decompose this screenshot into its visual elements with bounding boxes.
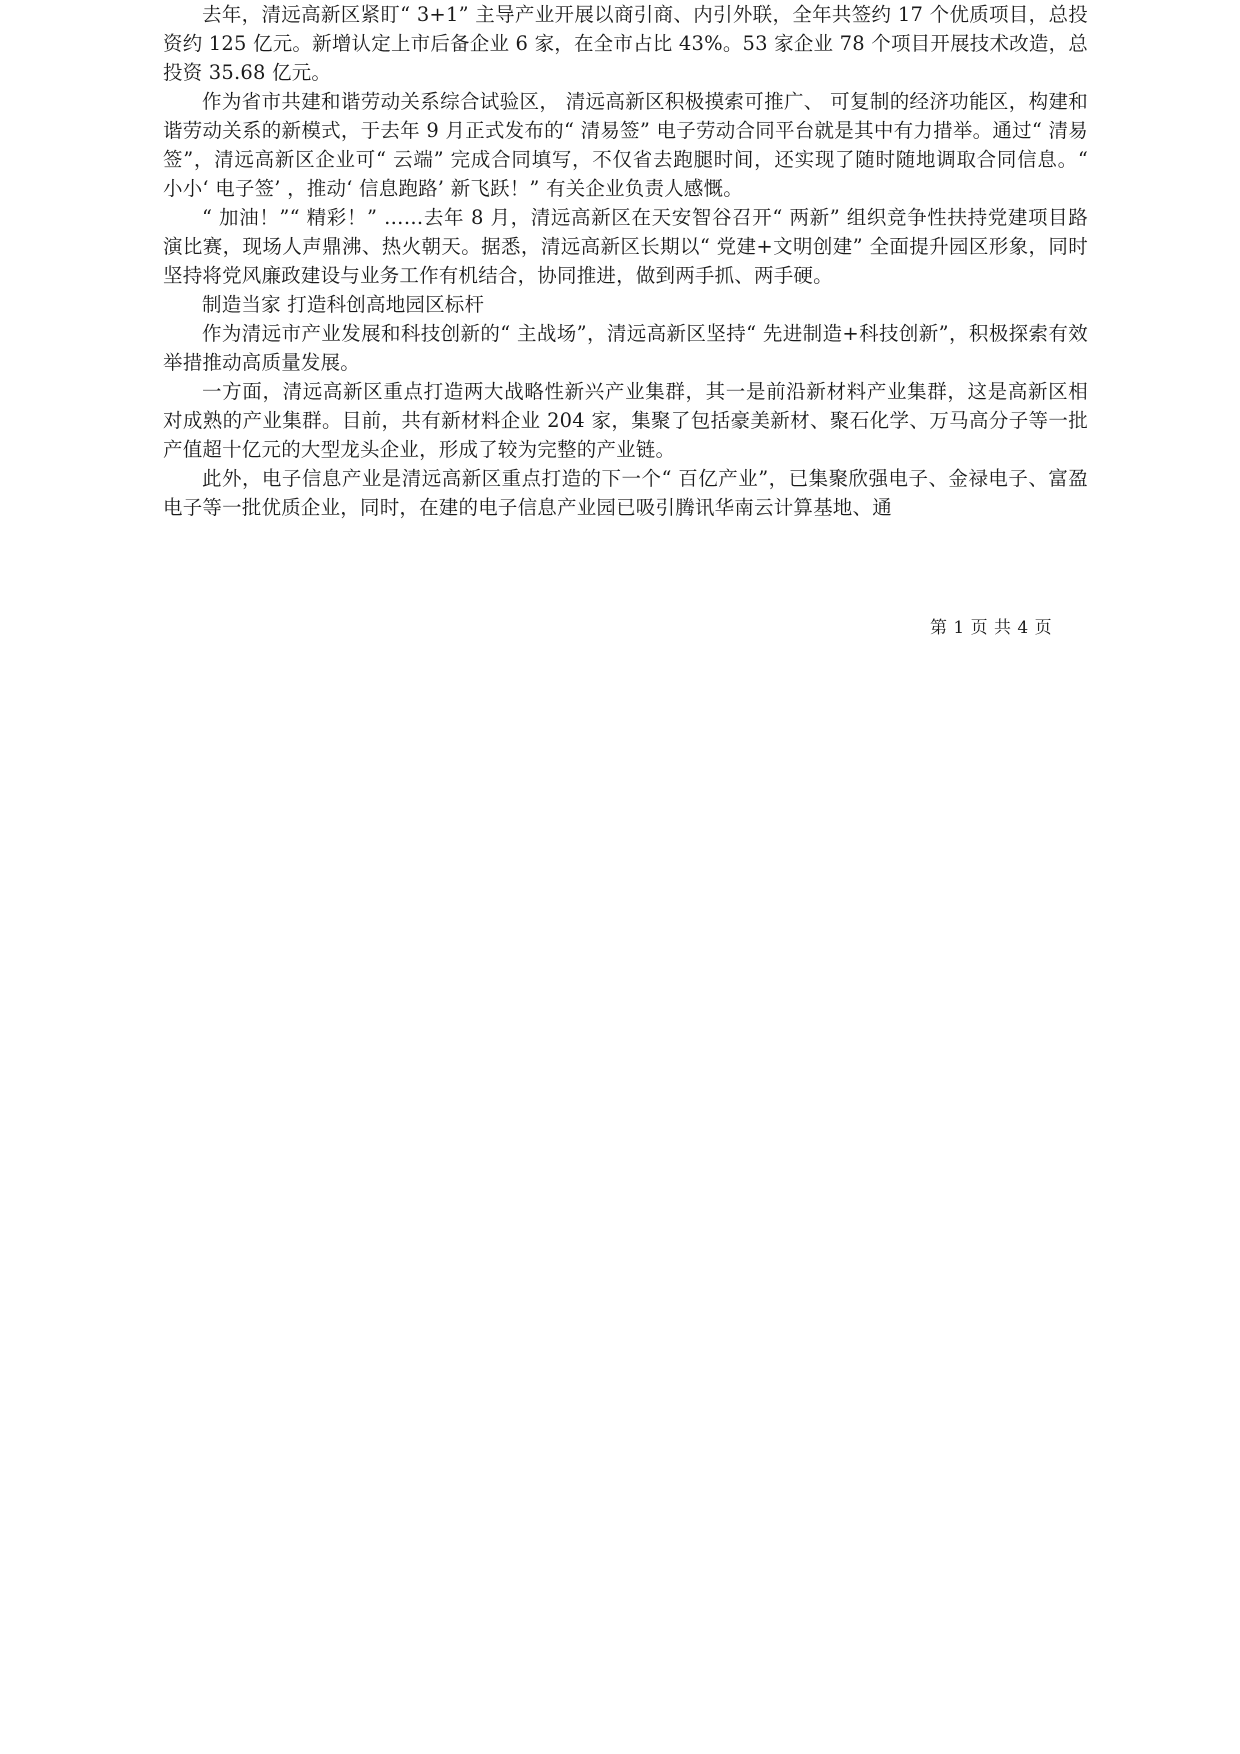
document-body xyxy=(163,0,1088,522)
paragraph-party-building: “ 加油！”“ 精彩！” ……去年 8 月，清远高新区在天安智谷召开“ 两新” 组织竞争性扶持党建项目路演比赛，现场人声鼎沸、热火朝天。据悉，清远高新区长期以“ 党建+文明创建” 全面提升园区形象，同时坚持将党风廉政建设与业务工作有机结合，协同推进，做到两手抓、两手硬。 xyxy=(163,206,1088,287)
page-number-footer: 第 1 页 共 4 页 xyxy=(930,618,1053,638)
paragraph-new-materials: 一方面，清远高新区重点打造两大战略性新兴产业集群，其一是前沿新材料产业集群，这是高新区相对成熟的产业集群。目前，共有新材料企业 204 家，集聚了包括豪美新材、聚石化学、万马高分子等一批产值超十亿元的大型龙头企业，形成了较为完整的产业链。 xyxy=(163,380,1088,461)
paragraph-labor-relations: 作为省市共建和谐劳动关系综合试验区， 清远高新区积极摸索可推广、 可复制的经济功能区，构建和谐劳动关系的新模式，于去年 9 月正式发布的“ 清易签” 电子劳动合同平台就是其中有力措举。通过“ 清易签”，清远高新区企业可“ 云端” 完成合同填写，不仅省去跑腿时间，还实现了随时随地调取合同信息。“ 小小‘ 电子签’ ，推动‘ 信息跑路’ 新飞跃！” 有关企业负责人感慨。 xyxy=(163,90,1088,200)
paragraph-main-battlefield: 作为清远市产业发展和科技创新的“ 主战场”，清远高新区坚持“ 先进制造+科技创新”，积极探索有效举措推动高质量发展。 xyxy=(163,322,1088,374)
paragraph-investment: 去年，清远高新区紧盯“ 3+1” 主导产业开展以商引商、内引外联，全年共签约 17 个优质项目，总投资约 125 亿元。新增认定上市后备企业 6 家，在全市占比 43%。53 家企业 78 个项目开展技术改造，总投资 35.68 亿元。 xyxy=(163,3,1088,84)
paragraph-electronics: 此外，电子信息产业是清远高新区重点打造的下一个“ 百亿产业”，已集聚欣强电子、金禄电子、富盈电子等一批优质企业，同时，在建的电子信息产业园已吸引腾讯华南云计算基地、通 xyxy=(163,467,1088,519)
section-heading: 制造当家 打造科创高地园区标杆 xyxy=(202,293,485,316)
